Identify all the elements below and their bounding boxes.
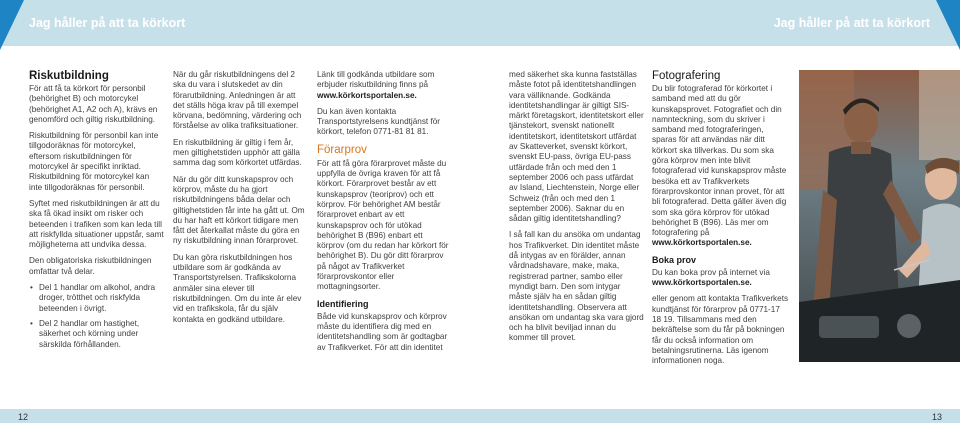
- paragraph: med säkerhet ska kunna fastställas måste fotot på identitetshandlingen vara välliknande. Godkända identitetshandlingar är giltigt SIS-märkt företagskort, identitetskort eller tjänstekort, svenskt nationellt identitetskort, identitetskort utfärdat av Skatteverket, svenskt körkort, svenskt EU-pass, övriga EU-pass utfärdade från och med den 1 september 2006 och pass utfärdat av Island, Liechtenstein, Norge eller Schweiz (från och med den 1 september 2006). Saknar du en sådan giltig identitetshandling?: [509, 70, 644, 224]
- photo-illustration: [799, 70, 960, 362]
- page-number: 12: [18, 412, 29, 422]
- paragraph: Både vid kunskapsprov och körprov måste du identifiera dig med en identitetshandling som är godtagbar av Trafikverket. För att din identitet: [317, 311, 448, 352]
- column-fotografering: [652, 70, 790, 372]
- column-riskutbildning-cont: [173, 70, 307, 331]
- paragraph: I så fall kan du ansöka om undantag hos Trafikverket. Din identitet måste då intygas av en förälder, annan vårdnadshavare, make, maka, registrerad partner, sambo eller myndigt barn. Den som intygar måste själv ha en sådan giltig identitetshandling. Observera att ansökan om undantag ska vara gjord och ha blivit beviljad innan du kommer till provet.: [509, 230, 644, 343]
- paragraph-text: Du blir fotograferad för körkortet i samband med att du gör kunskapsprovet. Fotografiet och din namnteckning, som du skriver i samband med fotograferingen, sparas för att användas när ditt körkort ska tillverkas. Du som ska göra körprov men inte blivit fotograferad vid kunskapsprov måste besöka ett av Trafikverkets förarprovskontor innan provet, för att bli fotograferad. Detta gäller även dig som ska göra körprov för utökad behörighet B (B96).: [652, 84, 787, 227]
- paragraph: Den obligatoriska riskutbildningen omfattar två delar.: [29, 256, 152, 276]
- paragraph-text: Du kan boka prov på internet via: [652, 267, 770, 277]
- running-head: Jag håller på att ta körkort: [773, 16, 930, 30]
- footer-band: [0, 409, 480, 423]
- paragraph: [652, 268, 790, 289]
- column-forarprov: [317, 70, 452, 359]
- paragraph-text: Länk till godkända utbildare som erbjuder riskutbildning finns på: [317, 70, 435, 90]
- heading-forarprov: Förarprov: [317, 143, 367, 156]
- paragraph: För att få ta körkort för personbil (behörighet B) och motorcykel (behörighet A1, A2 och A), krävs en genomförd och giltig riskutbildning.: [29, 84, 158, 124]
- paragraph: Syftet med riskutbildningen är att du ska få ökad insikt om risker och beteenden i trafiken som kan leda till att riskfyllda situationer uppstår, samt möjligheterna att undvika dessa.: [29, 198, 164, 250]
- link-korkortsportalen[interactable]: www.körkortsportalen.se.: [652, 278, 752, 288]
- heading-riskutbildning: Riskutbildning: [29, 70, 109, 82]
- heading-boka-prov: Boka prov: [652, 254, 697, 265]
- paragraph: Du kan göra riskutbildningen hos utbildare som är godkända av Transportstyrelsen. Trafikskolorna anmäler sina elever till riskutbildningen. Om du inte är elev vid en trafikskola, får du själv kontakta en godkänd utbildare.: [173, 252, 302, 324]
- paragraph: Riskutbildning för personbil kan inte tillgodoräknas för motorcykel, eftersom riskutbildningen för motorcykel är specifikt inriktad. Riskutbildning för motorcykel kan inte tillgodoräknas för personbil.: [29, 131, 159, 192]
- column-riskutbildning: [29, 70, 164, 356]
- paragraph: En riskutbildning är giltig i fem år, men giltighetstiden upphör att gälla samma dag som körkortet utfärdas.: [173, 137, 302, 168]
- footer-band: [480, 409, 960, 423]
- paragraph: Du kan även kontakta Transportstyrelsens kundtjänst för körkort, telefon 0771-81 81 81.: [317, 106, 441, 137]
- corner-tab: [936, 0, 960, 50]
- paragraph: [652, 84, 790, 249]
- running-head: Jag håller på att ta körkort: [29, 16, 186, 30]
- paragraph: För att få göra förarprovet måste du uppfylla de övriga kraven för att få körkort. Förarprovet består av ett kunskapsprov (teoriprov) och ett körprov. För behörighet AM består förarprovet enbart av ett kunskapsprov och för utökad behörighet B (B96) enbart ett körprov (om du redan har körkort för behörighet B). Du gör ditt förarprov på något av Trafikverket förarprovskontor eller mottagningsorter.: [317, 158, 449, 292]
- paragraph-text: Läs mer om fotografering på: [652, 217, 769, 238]
- paragraph: När du gör ditt kunskapsprov och körprov, måste du ha gjort riskutbildningens båda delar och giltighetstiden får inte ha gått ut. Om du har haft ett körkort tidigare men fått det återkallat måste du göra en ny riskutbildning innan förarprovet.: [173, 174, 305, 246]
- paragraph: När du går riskutbildningens del 2 ska du vara i slutskedet av din förarutbildning. Anledningen är att det ställs höga krav på till exempel körvana, bedömning, värdering och förståelse av olika trafiksituationer.: [173, 70, 302, 131]
- link-korkortsportalen[interactable]: www.körkortsportalen.se.: [317, 90, 417, 100]
- corner-tab: [0, 0, 24, 50]
- paragraph: eller genom att kontakta Trafikverkets kundtjänst för förarprov på 0771-17 18 19. Tillsammans med den bekräftelse som du får på bokningen får du också information om betalningsrutinerna. Läs igenom informationen noga.: [652, 294, 789, 366]
- heading-identifiering: Identifiering: [317, 298, 369, 309]
- page-number: 13: [931, 412, 942, 422]
- photo-two-men-checking-car-engine: [799, 70, 960, 362]
- paragraph: [317, 70, 452, 101]
- column-identifiering-cont: [509, 70, 644, 350]
- list-item: • Del 1 handlar om alkohol, andra droger, trötthet och riskfylda beteenden i övrigt.: [39, 283, 164, 314]
- right-page: [480, 0, 960, 423]
- list-item: • Del 2 handlar om hastighet, säkerhet och körning under särskilda förhållanden.: [39, 319, 164, 350]
- heading-fotografering: Fotografering: [652, 70, 721, 82]
- bullet-list: [29, 283, 164, 350]
- link-korkortsportalen[interactable]: www.körkortsportalen.se.: [652, 238, 752, 248]
